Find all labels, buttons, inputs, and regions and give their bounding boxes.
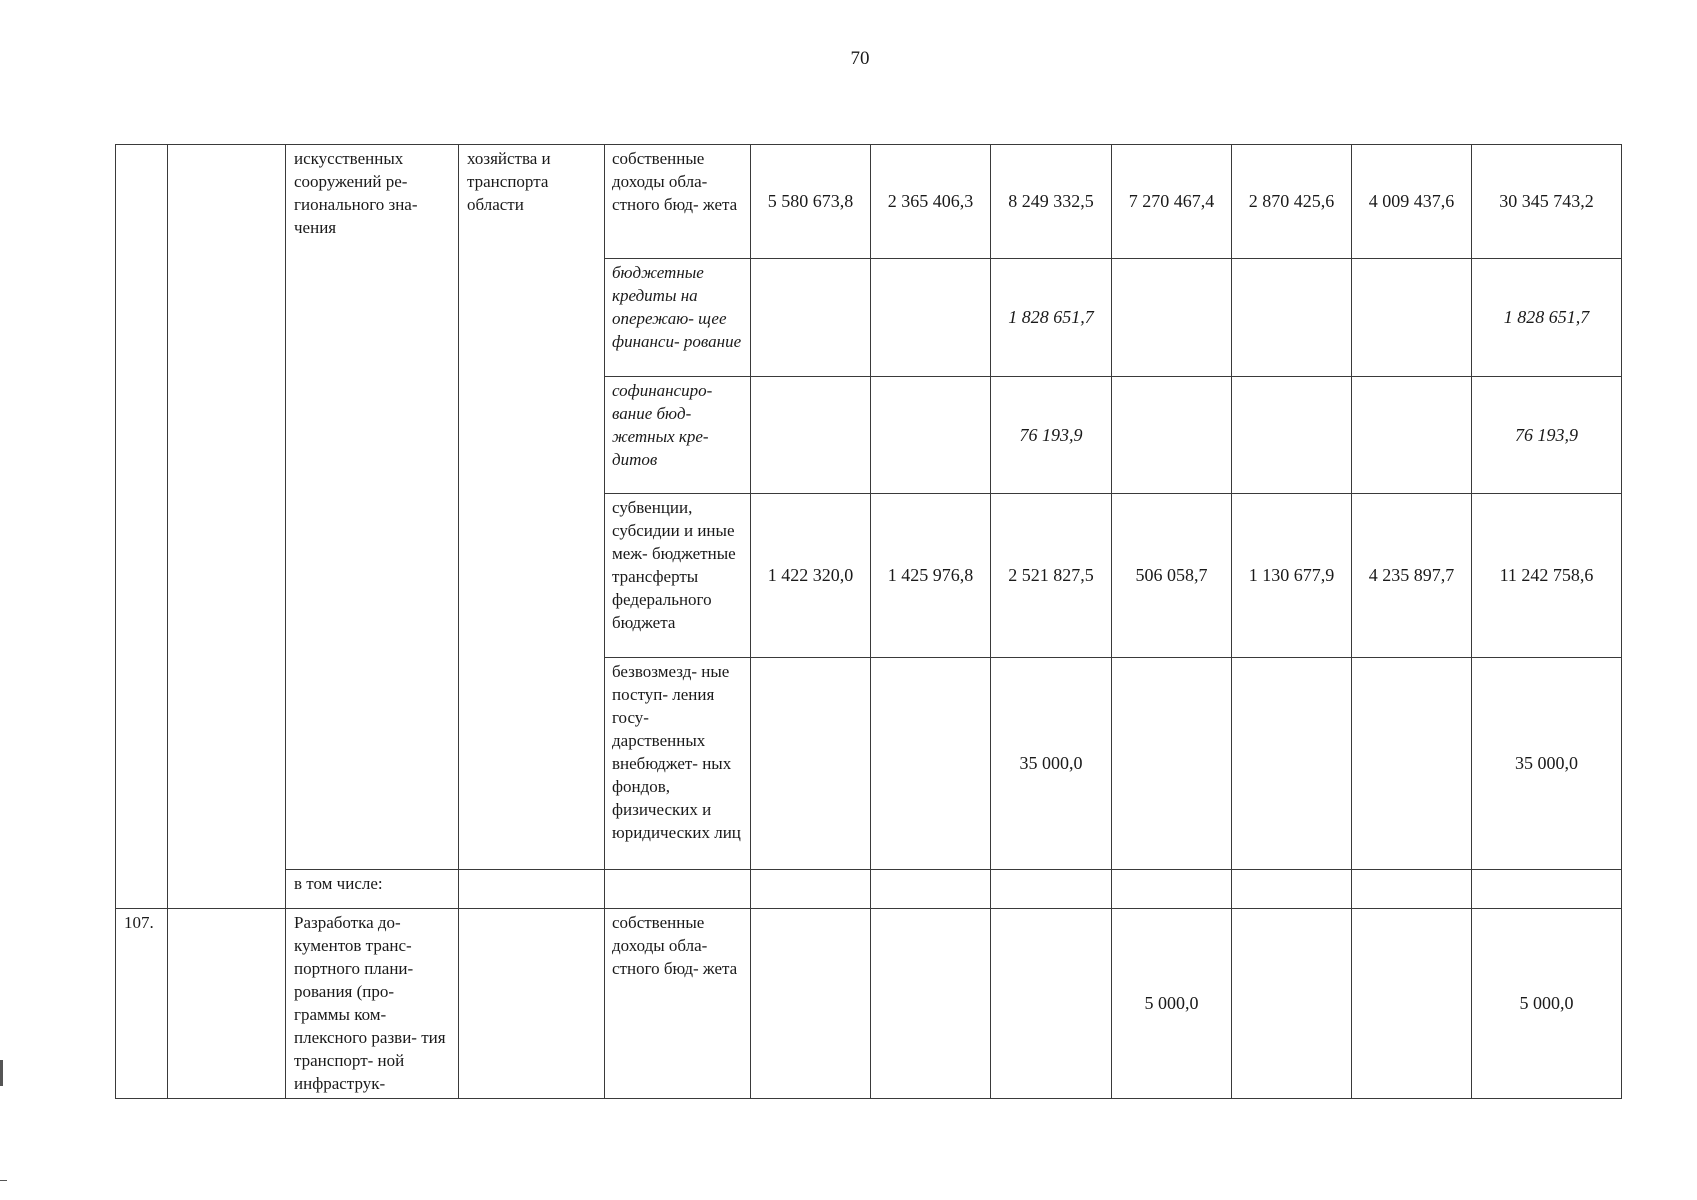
value-cell: 2 365 406,3	[871, 145, 991, 259]
value-cell: 4 009 437,6	[1352, 145, 1472, 259]
item-number-cell: 107.	[116, 909, 168, 1099]
value-cell	[1352, 377, 1472, 494]
value-cell	[1232, 909, 1352, 1099]
empty-cell	[1112, 870, 1232, 909]
empty-cell	[991, 870, 1112, 909]
value-cell	[1232, 259, 1352, 377]
value-cell	[1112, 658, 1232, 870]
value-cell: 5 580 673,8	[751, 145, 871, 259]
value-cell: 8 249 332,5	[991, 145, 1112, 259]
item-name-cell: Разработка до- кументов транс- портного плани- рования (про- граммы ком- плексного разви- тия транспорт- ной инфраструк-	[286, 909, 459, 1099]
value-cell	[871, 377, 991, 494]
value-cell: 7 270 467,4	[1112, 145, 1232, 259]
executor-cell: хозяйства и транспорта области	[459, 145, 605, 870]
item-number-cell	[116, 145, 168, 909]
value-cell: 2 870 425,6	[1232, 145, 1352, 259]
funding-source-cell: собственные доходы обла- стного бюд- жета	[605, 145, 751, 259]
page-number: 70	[850, 48, 870, 69]
value-cell	[751, 658, 871, 870]
funding-source-cell: бюджетные кредиты на опережаю- щее финанси- рование	[605, 259, 751, 377]
scan-margin-mark	[0, 1060, 3, 1086]
funding-source-cell: субвенции, субсидии и иные меж- бюджетные трансферты федерального бюджета	[605, 494, 751, 658]
table-row	[116, 145, 1622, 259]
value-cell	[871, 259, 991, 377]
empty-cell	[459, 870, 605, 909]
value-cell: 1 828 651,7	[991, 259, 1112, 377]
total-cell: 76 193,9	[1472, 377, 1622, 494]
value-cell: 35 000,0	[991, 658, 1112, 870]
total-cell: 5 000,0	[1472, 909, 1622, 1099]
value-cell	[1232, 658, 1352, 870]
value-cell	[1232, 377, 1352, 494]
value-cell	[1112, 259, 1232, 377]
empty-cell	[871, 870, 991, 909]
scan-margin-tick	[0, 1180, 7, 1181]
empty-cell	[1472, 870, 1622, 909]
total-cell: 1 828 651,7	[1472, 259, 1622, 377]
value-cell	[991, 909, 1112, 1099]
value-cell: 1 422 320,0	[751, 494, 871, 658]
empty-cell	[751, 870, 871, 909]
value-cell	[1352, 909, 1472, 1099]
value-cell	[1352, 259, 1472, 377]
value-cell	[871, 658, 991, 870]
empty-cell	[1352, 870, 1472, 909]
value-cell: 5 000,0	[1112, 909, 1232, 1099]
subtotal-label: в том числе:	[286, 870, 459, 909]
total-cell: 11 242 758,6	[1472, 494, 1622, 658]
table-row	[116, 909, 1622, 1099]
empty-cell	[605, 870, 751, 909]
value-cell	[751, 909, 871, 1099]
item-code-cell	[168, 909, 286, 1099]
value-cell: 4 235 897,7	[1352, 494, 1472, 658]
executor-cell	[459, 909, 605, 1099]
funding-source-cell: собственные доходы обла- стного бюд- жета	[605, 909, 751, 1099]
value-cell	[871, 909, 991, 1099]
value-cell: 506 058,7	[1112, 494, 1232, 658]
empty-cell	[1232, 870, 1352, 909]
total-cell: 30 345 743,2	[1472, 145, 1622, 259]
table-row	[116, 870, 1622, 909]
funding-source-cell: софинансиро- вание бюд- жетных кре- дитов	[605, 377, 751, 494]
budget-table	[115, 144, 1622, 1099]
value-cell: 76 193,9	[991, 377, 1112, 494]
value-cell: 1 425 976,8	[871, 494, 991, 658]
total-cell: 35 000,0	[1472, 658, 1622, 870]
funding-source-cell: безвозмезд- ные поступ- ления госу- дарственных внебюджет- ных фондов, физических и юридических лиц	[605, 658, 751, 870]
item-code-cell	[168, 145, 286, 909]
value-cell	[1112, 377, 1232, 494]
item-name-cell: искусственных сооружений ре- гионального зна- чения	[286, 145, 459, 870]
value-cell	[751, 377, 871, 494]
value-cell: 1 130 677,9	[1232, 494, 1352, 658]
value-cell	[751, 259, 871, 377]
value-cell: 2 521 827,5	[991, 494, 1112, 658]
value-cell	[1352, 658, 1472, 870]
